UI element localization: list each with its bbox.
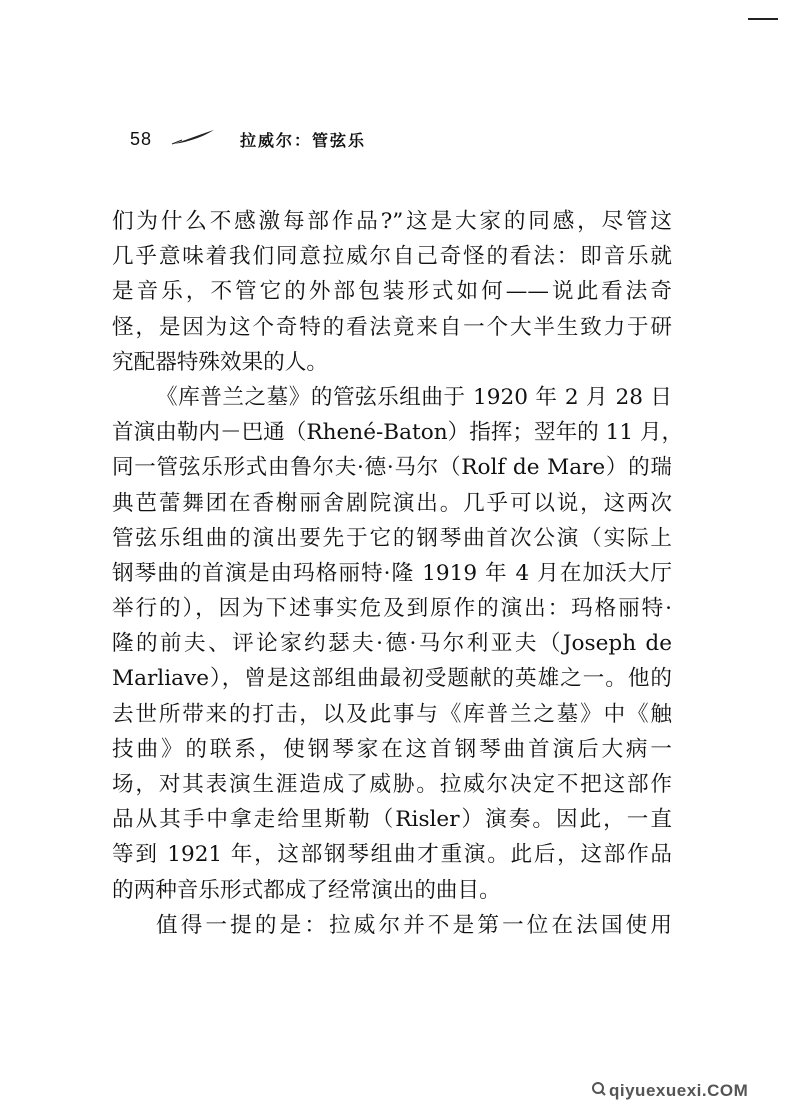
text-line: 品从其手中拿走给里斯勒（Risler）演奏。因此，一直 <box>112 807 672 833</box>
text-line: 隆的前夫、评论家约瑟夫·德·马尔利亚夫（Joseph de <box>112 631 672 657</box>
watermark <box>592 1080 748 1101</box>
text-line: 钢琴曲的首演是由玛格丽特·隆 1919 年 4 月在加沃大厅 <box>112 560 672 586</box>
text-line: Marliave），曾是这部组曲最初受题献的英雄之一。他的 <box>112 666 672 692</box>
text-line: 几乎意味着我们同意拉威尔自己奇怪的看法：即音乐就 <box>112 244 672 270</box>
text-line: 同一管弦乐形式由鲁尔夫·德·马尔（Rolf de Mare）的瑞 <box>112 455 672 481</box>
text-line: 首演由勒内－巴通（Rhené-Baton）指挥；翌年的 11 月， <box>112 420 684 446</box>
text-line: 的两种音乐形式都成了经常演出的曲目。 <box>112 877 501 903</box>
watermark-text: qiyuexuexi.COM <box>609 1080 749 1100</box>
running-title: 拉威尔：管弦乐 <box>240 130 367 150</box>
text-line: 典芭蕾舞团在香榭丽舍剧院演出。几乎可以说，这两次 <box>112 490 672 516</box>
page-header <box>130 124 366 154</box>
text-line: 去世所带来的打击，以及此事与《库普兰之墓》中《触 <box>112 701 672 727</box>
text-line: 是音乐，不管它的外部包装形式如何——说此看法奇 <box>112 279 672 305</box>
text-line: 举行的），因为下述事实危及到原作的演出：玛格丽特· <box>112 596 672 622</box>
text-line: 《库普兰之墓》的管弦乐组曲于 1920 年 2 月 28 日 <box>156 384 672 410</box>
note-q-icon <box>592 1080 606 1101</box>
text-line: 值得一提的是：拉威尔并不是第一位在法国使用 <box>156 912 672 938</box>
text-line: 管弦乐组曲的演出要先于它的钢琴曲首次公演（实际上 <box>112 525 672 551</box>
text-line: 怪，是因为这个奇特的看法竟来自一个大半生致力于研 <box>112 314 672 340</box>
text-line: 技曲》的联系，使钢琴家在这首钢琴曲首演后大病一 <box>112 736 672 762</box>
body-text <box>112 204 684 943</box>
page-number: 58 <box>130 128 153 149</box>
text-line: 究配器特殊效果的人。 <box>112 349 328 375</box>
quill-icon <box>170 128 216 150</box>
text-line: 等到 1921 年，这部钢琴组曲才重演。此后，这部作品 <box>112 842 672 868</box>
text-line: 们为什么不感激每部作品?”这是大家的同感，尽管这 <box>112 209 672 234</box>
text-line: 场，对其表演生涯造成了威胁。拉威尔决定不把这部作 <box>112 772 672 797</box>
top-rule <box>748 18 778 20</box>
